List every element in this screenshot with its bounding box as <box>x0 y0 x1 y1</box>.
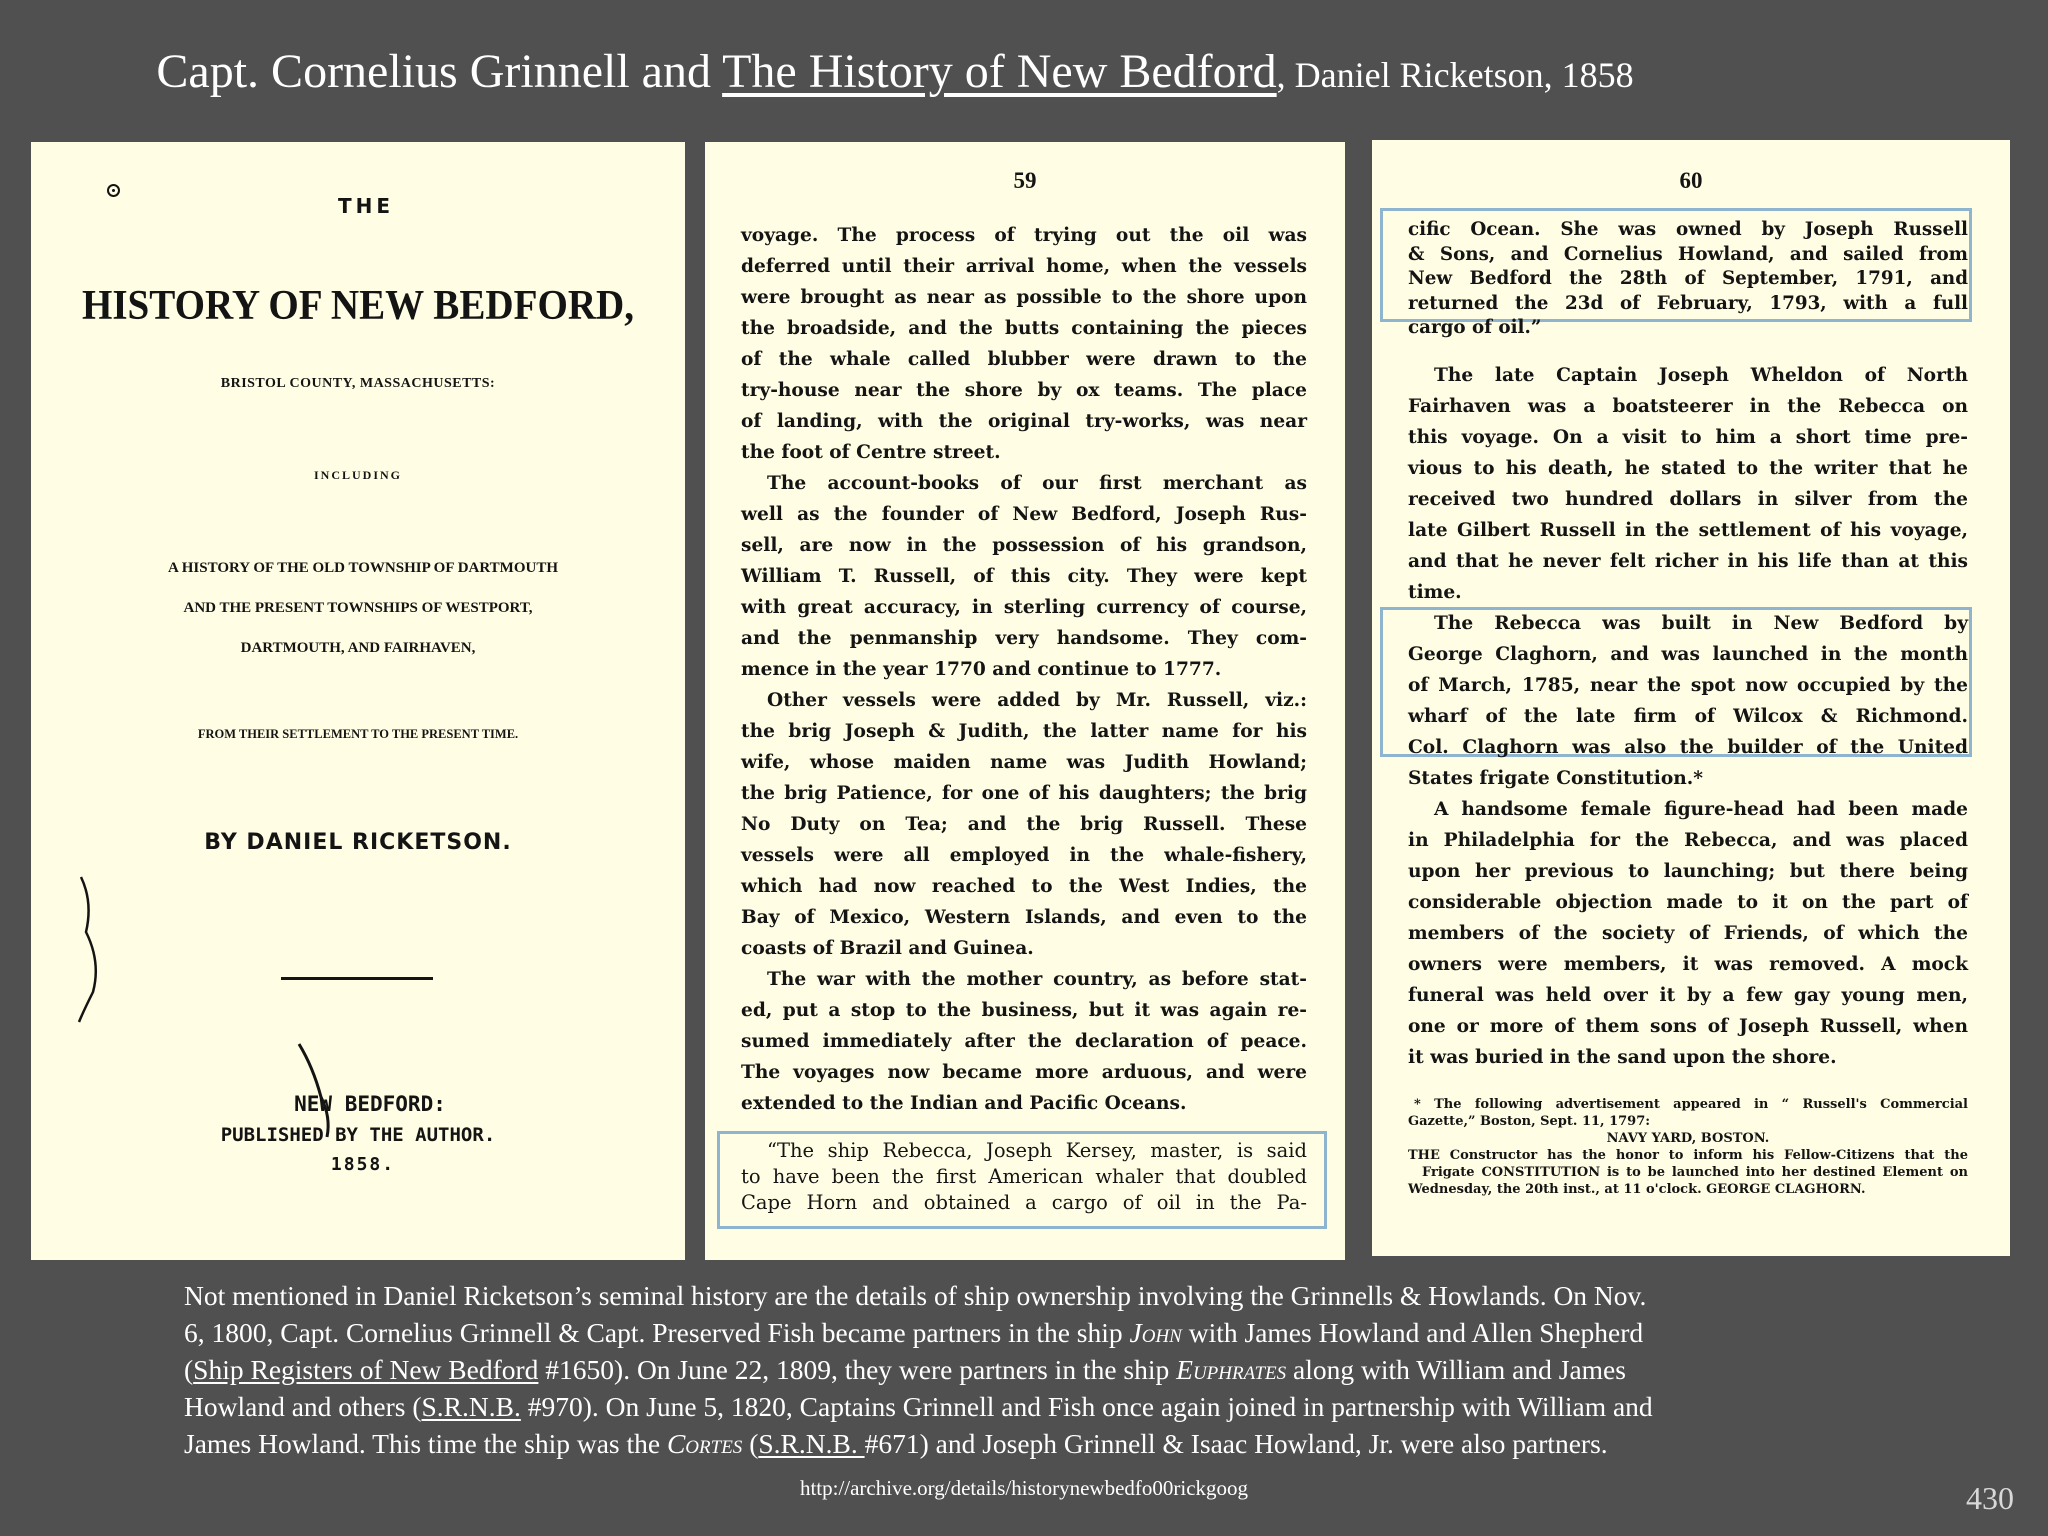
ref-srnb-970: S.R.N.B. <box>421 1391 521 1422</box>
text-line: the foot of Centre street. <box>741 442 1001 463</box>
caption-text: ( <box>742 1428 759 1459</box>
title-page-place: NEW BEDFORD: <box>294 1092 446 1116</box>
text-line: The late Captain Joseph Wheldon of North <box>1434 365 1968 386</box>
page-60-footnote <box>1408 1096 1968 1198</box>
text-line: it was buried in the sand upon the shore. <box>1408 1047 1837 1068</box>
text-line: sumed immediately after the declaration of peace. <box>741 1031 1307 1052</box>
text-line: of March, 1785, near the spot now occupied by the <box>1408 675 1968 696</box>
text-line: of the whale called blubber were drawn to the <box>741 349 1307 370</box>
text-line: voyage. The process of trying out the oil was <box>741 225 1307 246</box>
text-line: the broadside, and the butts containing the pieces <box>741 318 1307 339</box>
title-page-year: 1858. <box>330 1154 396 1175</box>
caption-text: James Howland. This time the ship was the <box>184 1428 667 1459</box>
caption-text: with James Howland and Allen Shepherd <box>1181 1317 1644 1348</box>
caption-line: Not mentioned in Daniel Ricketson’s seminal history are the details of ship ownership involving the Grinnells & Howlands. On Nov. <box>184 1280 1647 1311</box>
source-url: http://archive.org/details/historynewbedfo00rickgoog <box>799 1476 1249 1500</box>
text-line: Cape Horn and obtained a cargo of oil in the Pa- <box>741 1191 1307 1214</box>
slide-number: 430 <box>1966 1480 2014 1516</box>
footnote-line: Wednesday, the 20th inst., at 11 o'clock. GEORGE CLAGHORN. <box>1408 1182 1866 1197</box>
text-line: with great accuracy, in sterling currency of course, <box>741 597 1307 618</box>
text-line: which had now reached to the West Indies, the <box>741 876 1307 897</box>
caption-text: #671) and Joseph Grinnell & Isaac Howland, Jr. were also partners. <box>864 1428 1608 1459</box>
text-line: were brought as near as possible to the shore upon <box>741 287 1307 308</box>
text-line: this voyage. On a visit to him a short time pre- <box>1408 427 1968 448</box>
page-59-text <box>741 220 1307 1119</box>
text-line: vessels were all employed in the whale-fishery, <box>741 845 1307 866</box>
caption-text: 6, 1800, Capt. Cornelius Grinnell & Capt. Preserved Fish became partners in the ship <box>184 1317 1130 1348</box>
title-book: The History of New Bedford <box>722 45 1277 98</box>
book-page-59 <box>705 142 1345 1260</box>
text-line: returned the 23d of February, 1793, with a full <box>1408 292 1968 314</box>
text-line: extended to the Indian and Pacific Oceans. <box>741 1093 1187 1114</box>
text-line: well as the founder of New Bedford, Joseph Rus- <box>741 504 1307 525</box>
text-line: and that he never felt richer in his life than at this <box>1408 551 1968 572</box>
text-line: one or more of them sons of Joseph Russell, when <box>1408 1016 1968 1037</box>
text-line: New Bedford the 28th of September, 1791, and <box>1408 268 1968 289</box>
text-line: owners were members, it was removed. A mock <box>1408 954 1968 975</box>
text-line: received two hundred dollars in silver from the <box>1408 489 1968 510</box>
title-page-county: BRISTOL COUNTY, MASSACHUSETTS: <box>220 376 496 391</box>
text-line: late Gilbert Russell in the settlement of his voyage, <box>1408 520 1968 541</box>
page-60-quote-text <box>1408 218 1968 341</box>
rebecca-quote-text <box>741 1138 1307 1216</box>
text-line: & Sons, and Cornelius Howland, and sailed from <box>1408 243 1968 265</box>
text-line: to have been the first American whaler that doubled <box>741 1165 1307 1188</box>
ship-name-euphrates: Euphrates <box>1176 1354 1287 1385</box>
text-line: The war with the mother country, as before stat- <box>767 969 1307 990</box>
title-page-byline: BY DANIEL RICKETSON. <box>204 830 512 855</box>
ref-ship-registers: Ship Registers of New Bedford <box>193 1354 539 1385</box>
text-line: the brig Joseph & Judith, the latter name for his <box>741 721 1307 742</box>
caption-text: Howland and others ( <box>184 1391 422 1422</box>
title-page-main-title: HISTORY OF NEW BEDFORD, <box>81 283 635 329</box>
text-line: vious to his death, he stated to the writer that he <box>1408 458 1968 479</box>
text-line: in Philadelphia for the Rebecca, and was placed <box>1408 830 1968 851</box>
text-line: cific Ocean. She was owned by Joseph Russell <box>1408 219 1968 240</box>
text-line: members of the society of Friends, of which the <box>1408 923 1968 944</box>
footnote-line: Frigate CONSTITUTION is to be launched into her destined Element on <box>1422 1165 1968 1180</box>
footnote-line: THE Constructor has the honor to inform his Fellow-Citizens that the <box>1408 1148 1968 1163</box>
title-author: , Daniel Ricketson, 1858 <box>1276 55 1634 95</box>
text-line: mence in the year 1770 and continue to 1777. <box>741 659 1222 680</box>
caption-line <box>184 1314 1884 1351</box>
caption-line <box>184 1351 1884 1388</box>
caption-text: #970). On June 5, 1820, Captains Grinnell and Fish once again joined in partnership with William and <box>520 1391 1653 1422</box>
book-title-page <box>31 142 685 1260</box>
text-line: ed, put a stop to the business, but it was again re- <box>741 1000 1307 1021</box>
text-line: William T. Russell, of this city. They were kept <box>741 566 1307 587</box>
text-line: funeral was held over it by a few gay young men, <box>1408 985 1968 1006</box>
title-main: Capt. Cornelius Grinnell and <box>156 45 723 98</box>
footnote-line: Gazette,” Boston, Sept. 11, 1797: <box>1408 1114 1651 1129</box>
text-line: Other vessels were added by Mr. Russell, viz.: <box>767 690 1307 711</box>
title-page-subtitle-2: AND THE PRESENT TOWNSHIPS OF WESTPORT, <box>183 600 533 616</box>
text-line: The account-books of our first merchant as <box>767 473 1307 494</box>
title-page-settlement: FROM THEIR SETTLEMENT TO THE PRESENT TIME. <box>197 727 519 741</box>
caption-text: #1650). On June 22, 1809, they were partners in the ship <box>538 1354 1177 1385</box>
caption-text: ( <box>184 1354 194 1385</box>
text-line: the brig Patience, for one of his daughters; the brig <box>741 783 1307 804</box>
caption-line <box>184 1425 1884 1462</box>
text-line: George Claghorn, and was launched in the month <box>1408 644 1968 665</box>
text-line: try-house near the shore by ox teams. The place <box>741 380 1307 401</box>
text-line: States frigate Constitution.* <box>1408 768 1703 789</box>
footnote-line: NAVY YARD, BOSTON. <box>1606 1131 1770 1146</box>
caption-line <box>184 1388 1884 1425</box>
text-line: sell, are now in the possession of his grandson, <box>741 535 1307 556</box>
text-line: upon her previous to launching; but there being <box>1408 861 1968 882</box>
title-page-including: INCLUDING <box>313 468 402 482</box>
title-page-publisher: PUBLISHED BY THE AUTHOR. <box>220 1124 496 1146</box>
text-line: Fairhaven was a boatsteerer in the Rebecca on <box>1408 396 1968 417</box>
text-line: “The ship Rebecca, Joseph Kersey, master, is said <box>767 1139 1307 1162</box>
text-line: coasts of Brazil and Guinea. <box>741 938 1034 959</box>
slide-caption <box>184 1277 1884 1462</box>
slide-title <box>0 44 1790 99</box>
text-line: wife, whose maiden name was Judith Howland; <box>741 752 1307 773</box>
text-line: The voyages now became more arduous, and were <box>741 1062 1307 1083</box>
margin-scratch-marks <box>31 142 685 1260</box>
ship-name-john: John <box>1129 1317 1182 1348</box>
text-line: and the penmanship very handsome. They com- <box>741 628 1307 649</box>
text-line: Bay of Mexico, Western Islands, and even to the <box>741 907 1307 928</box>
title-page-subtitle-3: DARTMOUTH, AND FAIRHAVEN, <box>240 640 476 656</box>
text-line: wharf of the late firm of Wilcox & Richmond. <box>1408 706 1968 727</box>
text-line: Col. Claghorn was also the builder of the United <box>1408 737 1968 758</box>
text-line: considerable objection made to it on the part of <box>1408 892 1968 913</box>
footnote-line: * The following advertisement appeared in “ Russell's Commercial <box>1414 1097 1968 1112</box>
page-60-number: 60 <box>1679 168 1703 193</box>
book-page-60 <box>1372 140 2010 1256</box>
page-60-text <box>1408 360 1968 1073</box>
title-page-subtitle-1: A HISTORY OF THE OLD TOWNSHIP OF DARTMOUTH <box>168 560 558 576</box>
ship-name-cortes: Cortes <box>666 1428 743 1459</box>
text-line: cargo of oil.” <box>1408 317 1542 338</box>
text-line: of landing, with the original try-works, was near <box>741 411 1307 432</box>
text-line: A handsome female figure-head had been made <box>1434 799 1968 820</box>
title-page-the: THE <box>337 194 395 218</box>
text-line: The Rebecca was built in New Bedford by <box>1434 613 1968 634</box>
caption-text: along with William and James <box>1286 1354 1626 1385</box>
text-line: time. <box>1408 582 1462 603</box>
text-line: deferred until their arrival home, when the vessels <box>741 256 1307 277</box>
text-line: No Duty on Tea; and the brig Russell. These <box>741 814 1307 835</box>
ref-srnb-671: S.R.N.B. <box>758 1428 865 1459</box>
page-59-number: 59 <box>1013 168 1037 193</box>
